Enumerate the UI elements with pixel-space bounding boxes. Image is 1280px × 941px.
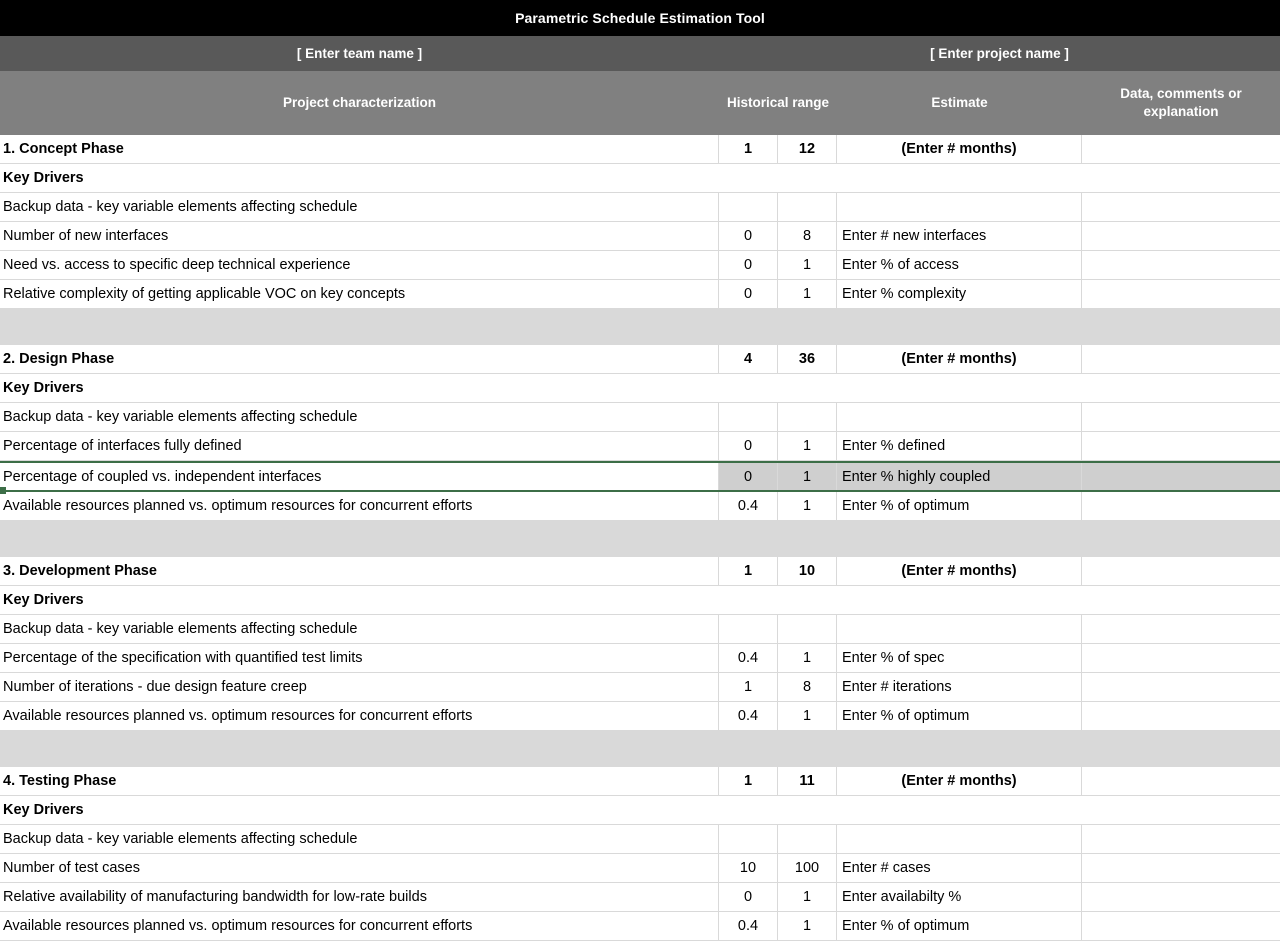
phase-data-comments-cell[interactable] xyxy=(1082,135,1280,164)
page-title: Parametric Schedule Estimation Tool xyxy=(515,10,765,26)
key-drivers-label: Key Drivers xyxy=(0,374,1280,403)
table-row[interactable] xyxy=(0,825,1280,854)
historical-range-low-cell[interactable]: 0.4 xyxy=(719,492,778,521)
name-header-row xyxy=(0,36,1280,71)
project-name-label: [ Enter project name ] xyxy=(930,46,1069,61)
estimate-input-cell[interactable] xyxy=(837,403,1082,432)
data-comments-cell[interactable] xyxy=(1082,883,1280,912)
key-drivers-row[interactable] xyxy=(0,164,1280,193)
historical-range-high-cell[interactable]: 1 xyxy=(778,644,837,673)
historical-range-high-cell[interactable]: 1 xyxy=(778,280,837,309)
phase-name-cell[interactable]: 3. Development Phase xyxy=(0,557,719,586)
historical-range-high-cell[interactable]: 8 xyxy=(778,222,837,251)
phase-range-low-cell[interactable]: 1 xyxy=(719,557,778,586)
estimate-input-cell[interactable]: Enter % of optimum xyxy=(837,492,1082,521)
section-spacer-cell xyxy=(0,309,1280,345)
driver-label-cell[interactable]: Available resources planned vs. optimum resources for concurrent efforts xyxy=(0,702,719,731)
column-header-characterization-label: Project characterization xyxy=(282,94,437,110)
historical-range-high-cell[interactable]: 1 xyxy=(778,883,837,912)
key-drivers-label: Key Drivers xyxy=(0,796,1280,825)
driver-label-cell[interactable]: Number of test cases xyxy=(0,854,719,883)
table-row[interactable] xyxy=(0,912,1280,941)
phase-range-high-cell[interactable]: 10 xyxy=(778,557,837,586)
phase-data-comments-cell[interactable] xyxy=(1082,767,1280,796)
historical-range-low-cell[interactable]: 10 xyxy=(719,854,778,883)
column-header-row xyxy=(0,71,1280,135)
data-comments-cell[interactable] xyxy=(1082,432,1280,461)
column-header-data-comments xyxy=(1082,71,1280,135)
table-row[interactable] xyxy=(0,492,1280,521)
driver-label-cell[interactable]: Relative availability of manufacturing bandwidth for low-rate builds xyxy=(0,883,719,912)
data-comments-cell[interactable] xyxy=(1082,403,1280,432)
historical-range-high-cell[interactable]: 1 xyxy=(778,251,837,280)
table-row[interactable] xyxy=(0,280,1280,309)
historical-range-high-cell[interactable] xyxy=(778,615,837,644)
data-comments-cell[interactable] xyxy=(1082,854,1280,883)
data-comments-cell[interactable] xyxy=(1082,825,1280,854)
data-comments-cell[interactable] xyxy=(1082,193,1280,222)
driver-label-cell[interactable]: Number of new interfaces xyxy=(0,222,719,251)
estimate-input-cell[interactable] xyxy=(837,615,1082,644)
driver-label-cell[interactable]: Backup data - key variable elements affecting schedule xyxy=(0,403,719,432)
historical-range-low-cell[interactable] xyxy=(719,615,778,644)
key-drivers-row[interactable] xyxy=(0,586,1280,615)
table-row[interactable] xyxy=(0,702,1280,731)
data-comments-cell[interactable] xyxy=(1082,222,1280,251)
driver-label-cell[interactable]: Need vs. access to specific deep technical experience xyxy=(0,251,719,280)
table-row[interactable] xyxy=(0,615,1280,644)
section-spacer-row xyxy=(0,521,1280,557)
phase-range-low-cell[interactable]: 1 xyxy=(719,767,778,796)
historical-range-high-cell[interactable]: 1 xyxy=(778,702,837,731)
historical-range-low-cell[interactable]: 0 xyxy=(719,251,778,280)
team-name-cell[interactable] xyxy=(0,36,719,71)
historical-range-high-cell[interactable]: 1 xyxy=(778,492,837,521)
phase-header-row[interactable] xyxy=(0,345,1280,374)
historical-range-low-cell[interactable]: 0 xyxy=(719,280,778,309)
driver-label-cell[interactable]: Available resources planned vs. optimum resources for concurrent efforts xyxy=(0,912,719,941)
key-drivers-label: Key Drivers xyxy=(0,586,1280,615)
sheet-title-bar xyxy=(0,0,1280,36)
phase-name-cell[interactable]: 1. Concept Phase xyxy=(0,135,719,164)
historical-range-low-cell[interactable]: 0.4 xyxy=(719,702,778,731)
historical-range-low-cell[interactable]: 0.4 xyxy=(719,912,778,941)
section-spacer-row xyxy=(0,309,1280,345)
data-comments-cell[interactable] xyxy=(1082,492,1280,521)
historical-range-low-cell[interactable] xyxy=(719,825,778,854)
driver-label-cell[interactable]: Percentage of the specification with quantified test limits xyxy=(0,644,719,673)
data-comments-cell[interactable] xyxy=(1082,463,1280,490)
section-spacer-cell xyxy=(0,731,1280,767)
historical-range-high-cell[interactable]: 8 xyxy=(778,673,837,702)
table-row[interactable] xyxy=(0,432,1280,461)
data-comments-cell[interactable] xyxy=(1082,912,1280,941)
phase-header-row[interactable] xyxy=(0,135,1280,164)
phase-range-high-cell[interactable]: 11 xyxy=(778,767,837,796)
phase-estimate-cell[interactable]: (Enter # months) xyxy=(837,345,1082,374)
driver-label-cell[interactable]: Number of iterations - due design feature creep xyxy=(0,673,719,702)
table-row-selected[interactable] xyxy=(0,461,1280,492)
phase-range-low-cell[interactable]: 4 xyxy=(719,345,778,374)
historical-range-low-cell[interactable]: 0 xyxy=(719,222,778,251)
column-header-estimate-label: Estimate xyxy=(931,94,988,110)
phase-name-cell[interactable]: 2. Design Phase xyxy=(0,345,719,374)
driver-label-cell[interactable]: Percentage of interfaces fully defined xyxy=(0,432,719,461)
table-row[interactable] xyxy=(0,883,1280,912)
phase-header-row[interactable] xyxy=(0,557,1280,586)
column-header-historical-range xyxy=(719,71,837,135)
historical-range-high-cell[interactable]: 1 xyxy=(778,912,837,941)
data-comments-cell[interactable] xyxy=(1082,644,1280,673)
column-header-data-comments-label: Data, comments or explanation xyxy=(1120,85,1242,119)
estimate-input-cell[interactable]: Enter availabilty % xyxy=(837,883,1082,912)
estimate-input-cell[interactable]: Enter % highly coupled xyxy=(837,463,1082,490)
data-comments-cell[interactable] xyxy=(1082,280,1280,309)
key-drivers-row[interactable] xyxy=(0,796,1280,825)
estimate-input-cell[interactable]: Enter % of optimum xyxy=(837,912,1082,941)
phase-header-row[interactable] xyxy=(0,767,1280,796)
phase-estimate-cell[interactable]: (Enter # months) xyxy=(837,557,1082,586)
data-comments-cell[interactable] xyxy=(1082,673,1280,702)
estimate-input-cell[interactable]: Enter % complexity xyxy=(837,280,1082,309)
phase-data-comments-cell[interactable] xyxy=(1082,557,1280,586)
historical-range-low-cell[interactable]: 0 xyxy=(719,883,778,912)
table-row[interactable] xyxy=(0,193,1280,222)
historical-range-high-cell[interactable] xyxy=(778,403,837,432)
table-row[interactable] xyxy=(0,251,1280,280)
estimate-input-cell[interactable]: Enter % defined xyxy=(837,432,1082,461)
table-row[interactable] xyxy=(0,403,1280,432)
driver-label-cell[interactable]: Backup data - key variable elements affecting schedule xyxy=(0,825,719,854)
estimate-input-cell[interactable] xyxy=(837,825,1082,854)
section-spacer-cell xyxy=(0,521,1280,557)
phase-name-cell[interactable]: 4. Testing Phase xyxy=(0,767,719,796)
historical-range-low-cell[interactable]: 0 xyxy=(719,463,778,490)
section-spacer-row xyxy=(0,731,1280,767)
key-drivers-row[interactable] xyxy=(0,374,1280,403)
column-header-characterization xyxy=(0,71,719,135)
historical-range-high-cell[interactable] xyxy=(778,825,837,854)
historical-range-high-cell[interactable]: 1 xyxy=(778,432,837,461)
grid-body xyxy=(0,135,1280,941)
table-row[interactable] xyxy=(0,644,1280,673)
column-header-historical-range-label: Historical range xyxy=(726,94,830,110)
table-row[interactable] xyxy=(0,854,1280,883)
driver-label-cell[interactable]: Backup data - key variable elements affecting schedule xyxy=(0,615,719,644)
phase-range-low-cell[interactable]: 1 xyxy=(719,135,778,164)
driver-label-cell[interactable]: Relative complexity of getting applicable VOC on key concepts xyxy=(0,280,719,309)
estimate-input-cell[interactable]: Enter # new interfaces xyxy=(837,222,1082,251)
driver-label-cell[interactable]: Backup data - key variable elements affecting schedule xyxy=(0,193,719,222)
estimate-input-cell[interactable]: Enter % of spec xyxy=(837,644,1082,673)
estimate-input-cell[interactable]: Enter # iterations xyxy=(837,673,1082,702)
historical-range-low-cell[interactable]: 1 xyxy=(719,673,778,702)
phase-estimate-cell[interactable]: (Enter # months) xyxy=(837,135,1082,164)
driver-label-cell[interactable]: Percentage of coupled vs. independent interfaces xyxy=(0,463,719,490)
phase-range-high-cell[interactable]: 12 xyxy=(778,135,837,164)
historical-range-low-cell[interactable]: 0.4 xyxy=(719,644,778,673)
estimate-input-cell[interactable]: Enter # cases xyxy=(837,854,1082,883)
selection-fill-handle[interactable] xyxy=(0,487,6,494)
phase-range-high-cell[interactable]: 36 xyxy=(778,345,837,374)
historical-range-high-cell[interactable]: 100 xyxy=(778,854,837,883)
key-drivers-label: Key Drivers xyxy=(0,164,1280,193)
team-name-label: [ Enter team name ] xyxy=(296,46,423,61)
phase-data-comments-cell[interactable] xyxy=(1082,345,1280,374)
data-comments-cell[interactable] xyxy=(1082,615,1280,644)
data-comments-cell[interactable] xyxy=(1082,702,1280,731)
estimate-input-cell[interactable]: Enter % of access xyxy=(837,251,1082,280)
column-header-estimate xyxy=(837,71,1082,135)
historical-range-high-cell[interactable] xyxy=(778,193,837,222)
historical-range-low-cell[interactable] xyxy=(719,193,778,222)
data-comments-cell[interactable] xyxy=(1082,251,1280,280)
table-row[interactable] xyxy=(0,222,1280,251)
project-name-cell[interactable] xyxy=(719,36,1280,71)
phase-estimate-cell[interactable]: (Enter # months) xyxy=(837,767,1082,796)
estimate-input-cell[interactable] xyxy=(837,193,1082,222)
estimate-input-cell[interactable]: Enter % of optimum xyxy=(837,702,1082,731)
historical-range-low-cell[interactable] xyxy=(719,403,778,432)
driver-label-cell[interactable]: Available resources planned vs. optimum resources for concurrent efforts xyxy=(0,492,719,521)
historical-range-high-cell[interactable]: 1 xyxy=(778,463,837,490)
table-row[interactable] xyxy=(0,673,1280,702)
historical-range-low-cell[interactable]: 0 xyxy=(719,432,778,461)
